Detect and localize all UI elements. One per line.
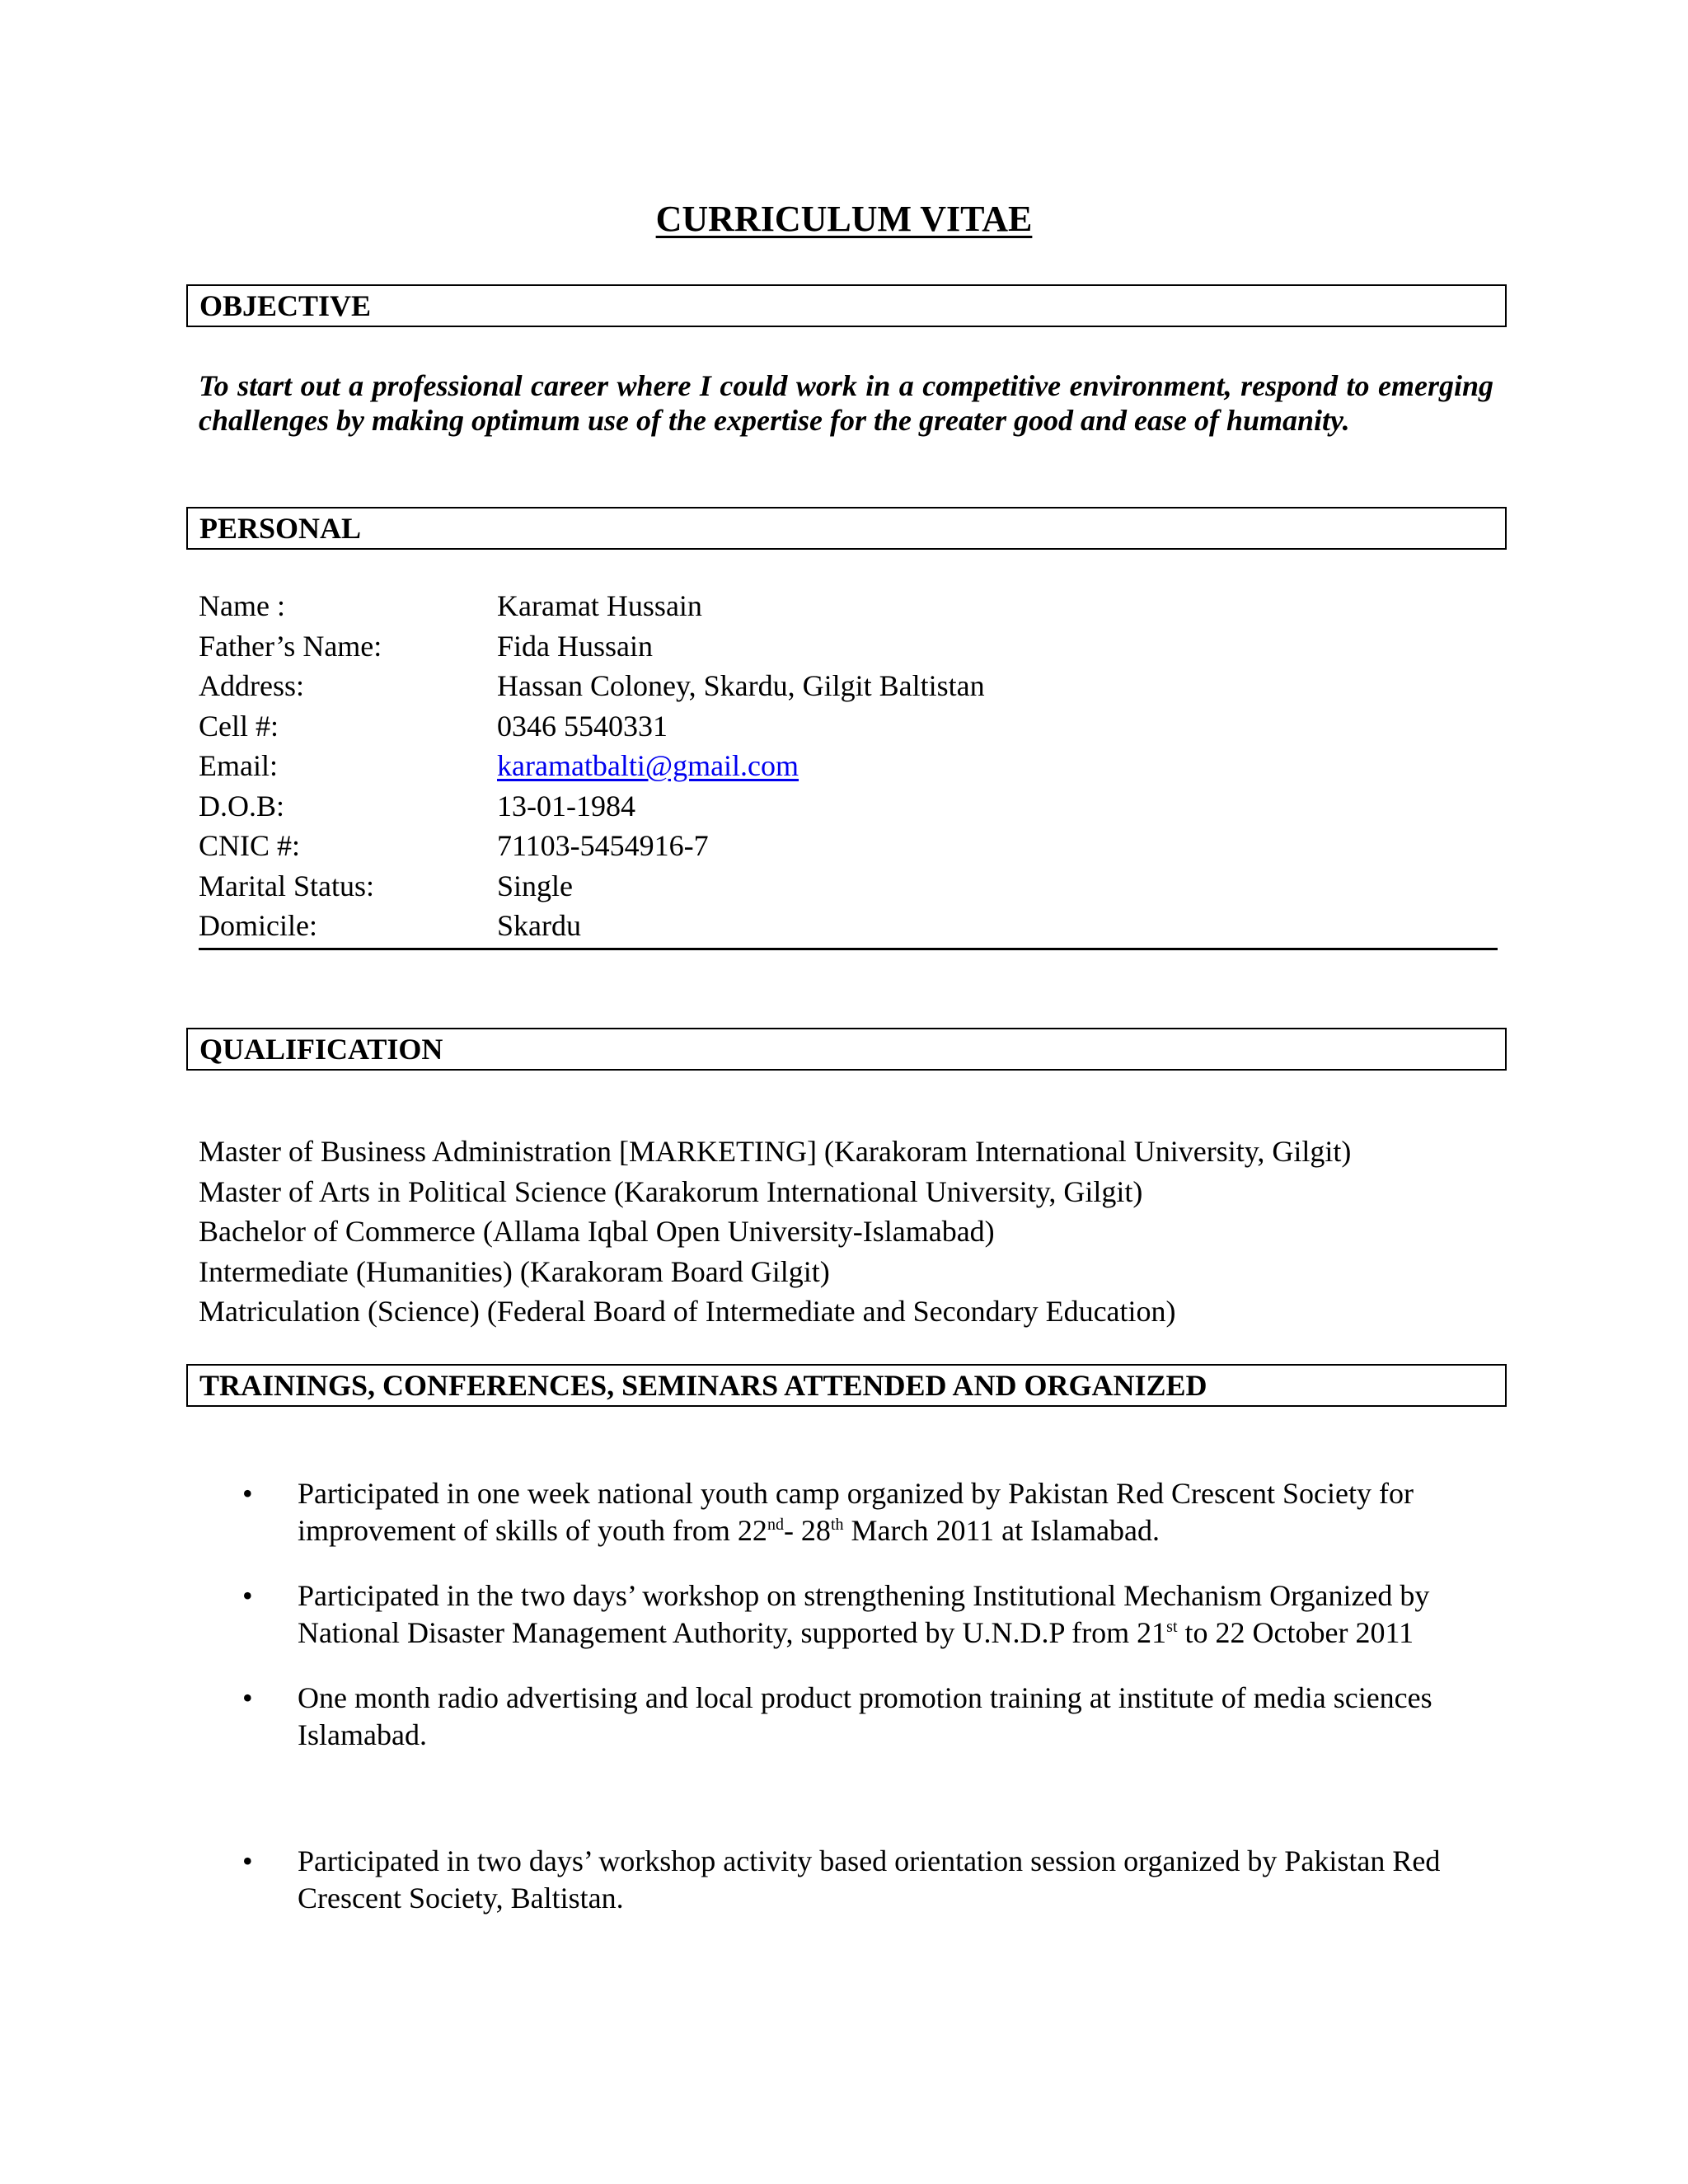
objective-heading: OBJECTIVE — [186, 284, 1507, 327]
qualification-item: Intermediate (Humanities) (Karakoram Board Gilgit) — [199, 1254, 830, 1288]
training-line: Participated in the two days’ workshop on strengthening Institutional Mechanism Organized by — [298, 1579, 1430, 1612]
bullet-icon: • — [242, 1579, 253, 1612]
personal-row-cell — [199, 706, 1498, 747]
personal-row-domicile — [199, 906, 1498, 946]
father-name-label: Father’s Name: — [199, 629, 382, 663]
personal-details — [199, 586, 1498, 950]
qualification-heading: QUALIFICATION — [186, 1028, 1507, 1071]
bullet-icon: • — [242, 1477, 253, 1510]
father-name-value: Fida Hussain — [497, 629, 653, 663]
email-label: Email: — [199, 749, 278, 782]
personal-row-dob — [199, 786, 1498, 827]
cnic-value: 71103-5454916-7 — [497, 829, 709, 862]
cell-label: Cell #: — [199, 709, 279, 743]
personal-row-cnic — [199, 826, 1498, 866]
name-value: Karamat Hussain — [497, 589, 702, 622]
bullet-icon: • — [242, 1681, 253, 1714]
training-line: Participated in one week national youth camp organized by Pakistan Red Crescent Society for — [298, 1477, 1414, 1510]
objective-text: To start out a professional career where I could work in a competitive environment, respond to emerging challenges by making optimum use of the expertise for the greater good and ease of humanity. — [199, 369, 1493, 437]
address-value: Hassan Coloney, Skardu, Gilgit Baltistan — [497, 669, 985, 702]
training-item — [199, 1475, 1501, 1549]
qualification-item: Matriculation (Science) (Federal Board of Intermediate and Secondary Education) — [199, 1295, 1176, 1328]
training-item — [199, 1680, 1501, 1754]
bullet-icon: • — [242, 1844, 253, 1877]
training-line: National Disaster Management Authority, supported by U.N.D.P from 21st to 22 October 2011 — [298, 1616, 1414, 1649]
marital-status-value: Single — [497, 869, 574, 902]
personal-row-name — [199, 586, 1498, 626]
personal-row-email — [199, 746, 1498, 786]
training-item — [199, 1577, 1501, 1652]
personal-row-marital-status — [199, 866, 1498, 907]
personal-row-father-name — [199, 626, 1498, 667]
domicile-label: Domicile: — [199, 909, 317, 942]
dob-label: D.O.B: — [199, 789, 285, 823]
cell-value: 0346 5540331 — [497, 709, 668, 743]
address-label: Address: — [199, 669, 304, 702]
qualification-item: Bachelor of Commerce (Allama Iqbal Open University-Islamabad) — [199, 1215, 995, 1248]
marital-status-label: Marital Status: — [199, 869, 374, 902]
training-line: Participated in two days’ workshop activity based orientation session organized by Pakistan Red — [298, 1844, 1441, 1877]
personal-heading: PERSONAL — [186, 507, 1507, 550]
qualification-item: Master of Business Administration [MARKETING] (Karakoram International University, Gilgit) — [199, 1135, 1352, 1168]
training-item — [199, 1843, 1501, 1917]
name-label: Name : — [199, 589, 285, 622]
personal-row-address — [199, 666, 1498, 706]
trainings-heading: TRAININGS, CONFERENCES, SEMINARS ATTENDED AND ORGANIZED — [186, 1364, 1507, 1407]
training-line: Islamabad. — [298, 1718, 427, 1751]
training-line: Crescent Society, Baltistan. — [298, 1882, 624, 1915]
training-line: improvement of skills of youth from 22nd- 28th March 2011 at Islamabad. — [298, 1514, 1160, 1547]
training-line: One month radio advertising and local product promotion training at institute of media sciences — [298, 1681, 1432, 1714]
dob-value: 13-01-1984 — [497, 789, 635, 823]
qualification-item: Master of Arts in Political Science (Karakorum International University, Gilgit) — [199, 1174, 1143, 1208]
cnic-label: CNIC #: — [199, 829, 301, 862]
qualification-list — [199, 1132, 1517, 1332]
document-title: CURRICULUM VITAE — [655, 199, 1033, 239]
domicile-value: Skardu — [497, 909, 581, 942]
email-link[interactable]: karamatbalti@gmail.com — [497, 749, 799, 782]
